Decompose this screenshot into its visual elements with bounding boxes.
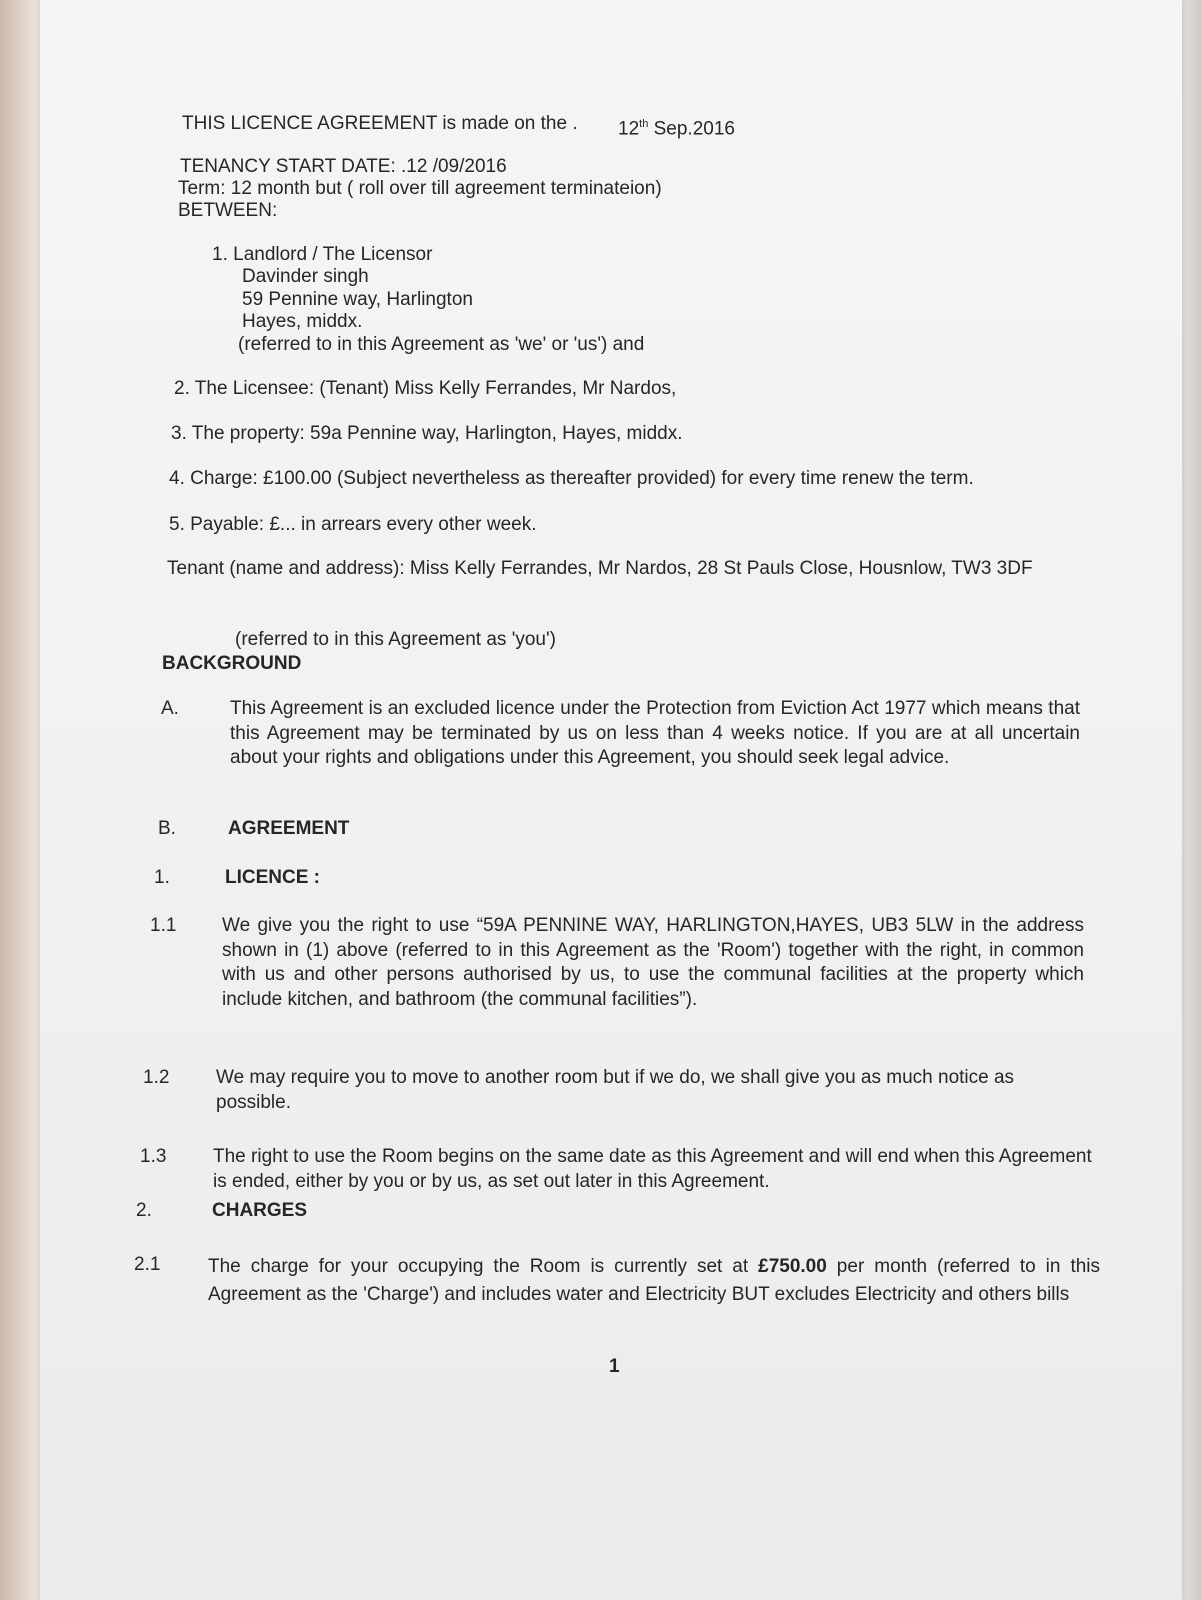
monthly-charge-amount: £750.00 bbox=[758, 1256, 827, 1277]
document-page bbox=[40, 0, 1182, 1600]
landlord-address-line2: Hayes, middx. bbox=[242, 311, 363, 332]
clause-b-label: B. bbox=[158, 818, 176, 839]
clause-1-3-text: The right to use the Room begins on the same date as this Agreement and will end when this Agreement is ended, either by you or by us, as set out later in this Agreement. bbox=[213, 1146, 1092, 1192]
clause-a-label: A. bbox=[161, 698, 179, 719]
landlord-address-line1: 59 Pennine way, Harlington bbox=[242, 289, 473, 310]
landlord-referred: (referred to in this Agreement as 'we' or 'us') and bbox=[238, 334, 645, 355]
date-ordinal: th bbox=[639, 118, 649, 130]
tenant-referred: (referred to in this Agreement as 'you') bbox=[235, 629, 556, 650]
clause-2-1-number: 2.1 bbox=[134, 1254, 161, 1275]
page-number: 1 bbox=[609, 1356, 620, 1377]
background-edge bbox=[1179, 0, 1201, 1600]
landlord-heading: 1. Landlord / The Licensor bbox=[212, 244, 433, 265]
clause-2-1-post: per month (referred to in this Agreement as the 'Charge') and includes water and Electricity BUT excludes Electricity and others bills bbox=[208, 1256, 1101, 1305]
section-2-number: 2. bbox=[136, 1200, 152, 1221]
clause-a-text: This Agreement is an excluded licence under the Protection from Eviction Act 1977 which means that this Agreement may be terminated by us on less than 4 weeks notice. If you are at all uncertain about your rights and obligations under this Agreement, you should seek legal advice. bbox=[230, 698, 1080, 768]
landlord-name: Davinder singh bbox=[242, 266, 369, 287]
agreement-date: 12th Sep.2016 bbox=[618, 118, 735, 140]
tenant-line: Tenant (name and address): Miss Kelly Ferrandes, Mr Nardos, 28 St Pauls Close, Housnlow, TW3 3DF bbox=[167, 558, 1033, 579]
clause-1-1-text: We give you the right to use “59A PENNINE WAY, HARLINGTON,HAYES, UB3 5LW in the address shown in (1) above (referred to in this Agreement as the 'Room') together with the right, in common with us and other persons authorised by us, to use the communal facilities at the property which include kitchen, and bathroom (the communal facilities”). bbox=[222, 915, 1084, 1010]
agreement-heading: AGREEMENT bbox=[228, 818, 350, 839]
clause-1-2-number: 1.2 bbox=[143, 1067, 170, 1088]
clause-2-1-text bbox=[208, 1253, 1100, 1309]
clause-1-2-text: We may require you to move to another room but if we do, we shall give you as much notice as possible. bbox=[216, 1067, 1015, 1113]
section-1-number: 1. bbox=[154, 867, 170, 888]
background-heading: BACKGROUND bbox=[162, 653, 302, 674]
charges-heading: CHARGES bbox=[212, 1200, 308, 1221]
term-line: Term: 12 month but ( roll over till agreement terminateion) bbox=[178, 178, 662, 199]
clause-1-1-number: 1.1 bbox=[150, 915, 177, 936]
payable-line: 5. Payable: £... in arrears every other week. bbox=[169, 514, 537, 535]
agreement-made-on: THIS LICENCE AGREEMENT is made on the . bbox=[182, 113, 578, 134]
charge-line: 4. Charge: £100.00 (Subject nevertheless as thereafter provided) for every time renew the term. bbox=[169, 468, 974, 489]
licence-heading: LICENCE : bbox=[225, 867, 320, 888]
tenancy-start-date: TENANCY START DATE: .12 /09/2016 bbox=[180, 156, 507, 177]
clause-1-3-number: 1.3 bbox=[140, 1146, 167, 1167]
between-label: BETWEEN: bbox=[178, 200, 278, 221]
licensee-line: 2. The Licensee: (Tenant) Miss Kelly Ferrandes, Mr Nardos, bbox=[174, 378, 677, 399]
clause-2-1-pre: The charge for your occupying the Room is currently set at bbox=[208, 1256, 759, 1277]
property-line: 3. The property: 59a Pennine way, Harlington, Hayes, middx. bbox=[171, 423, 683, 444]
